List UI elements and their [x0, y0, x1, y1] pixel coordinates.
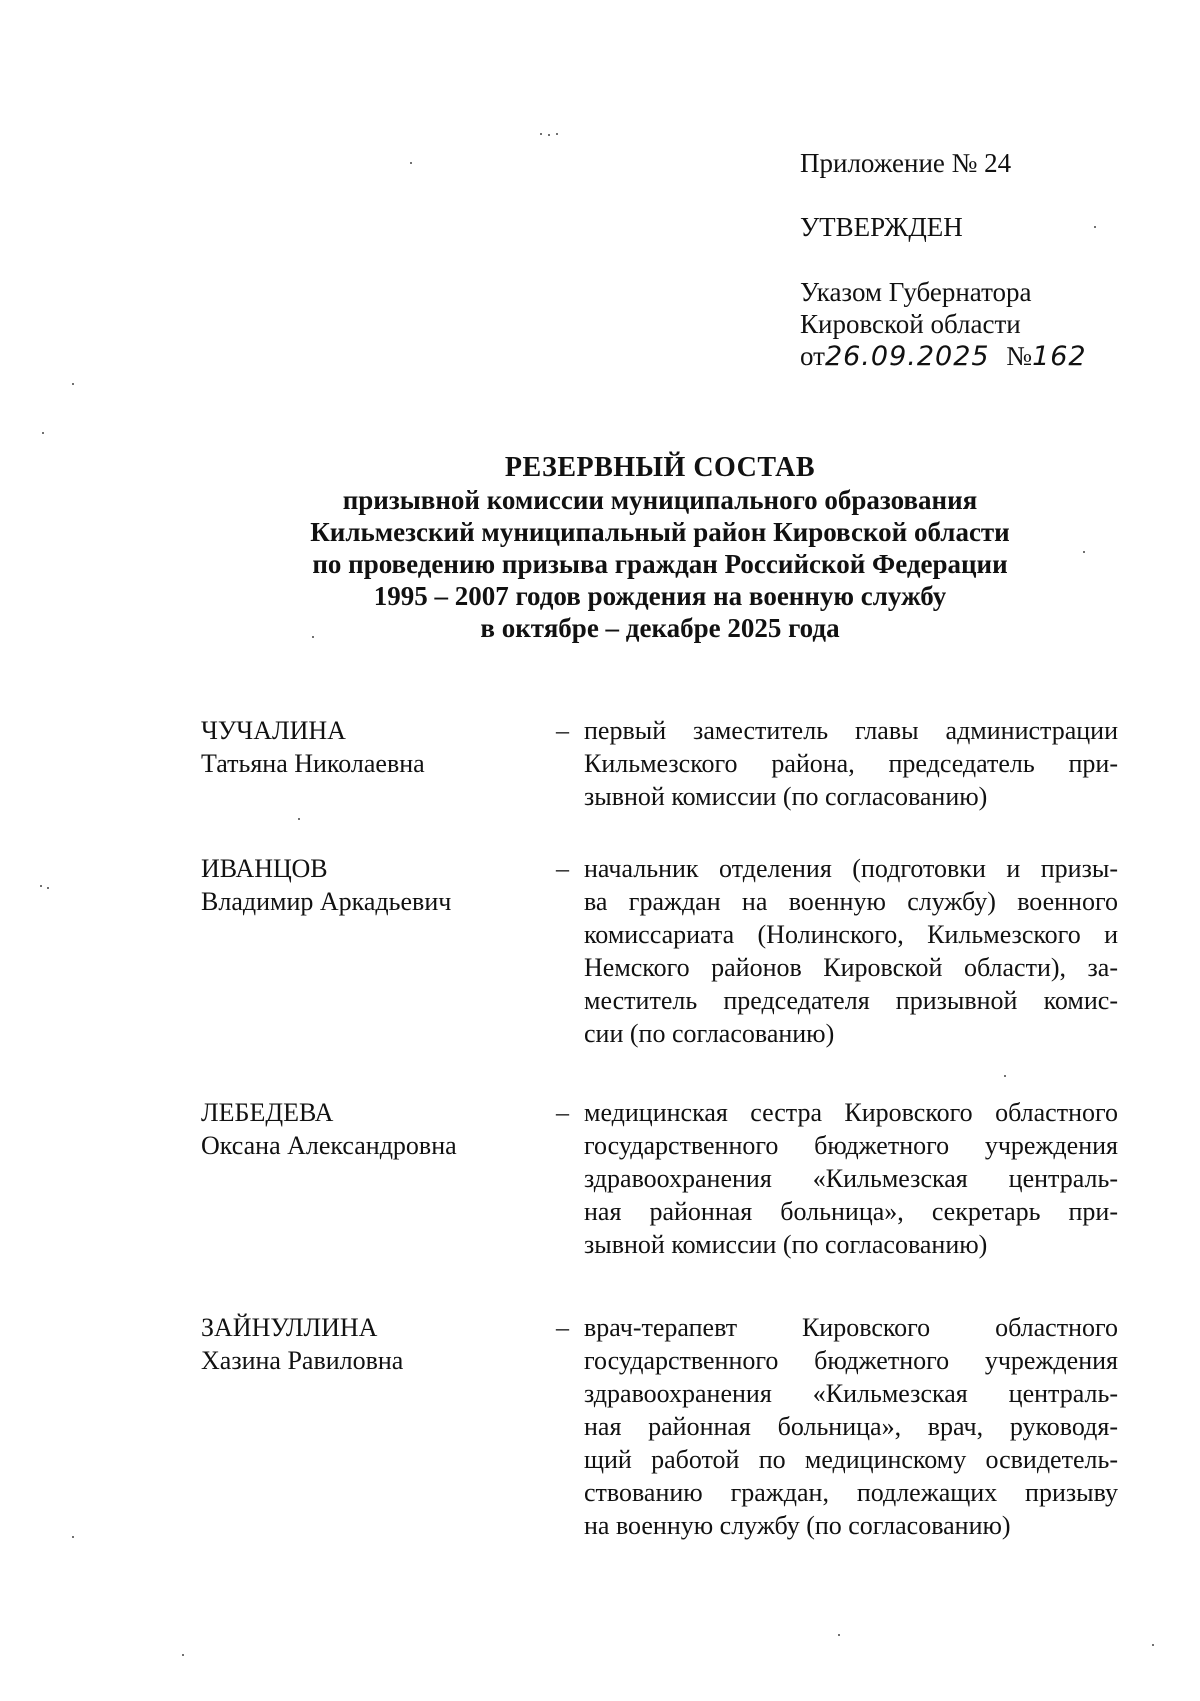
- role-line: Кильмезского района, председатель при-: [584, 749, 1118, 778]
- scan-speck: [298, 818, 300, 820]
- scan-speck: [1083, 551, 1085, 553]
- role-line: первый заместитель главы администрации: [584, 716, 1118, 745]
- role-line: государственного бюджетного учреждения: [584, 1131, 1118, 1160]
- member-name: [201, 1311, 531, 1377]
- scan-speck: [1152, 1644, 1154, 1646]
- member-surname: ЗАЙНУЛЛИНА: [201, 1313, 378, 1342]
- role-line: врач-терапевт Кировского областного: [584, 1313, 1118, 1342]
- dash-separator: –: [556, 1098, 569, 1127]
- scan-speck: [556, 133, 558, 135]
- decree-from-label: от: [800, 341, 825, 371]
- member-role: [584, 1096, 1118, 1261]
- role-line: на военную службу (по согласованию): [584, 1511, 1011, 1540]
- scan-speck: [312, 636, 314, 638]
- role-line: начальник отделения (подготовки и призы-: [584, 854, 1118, 883]
- scan-speck: [540, 133, 542, 135]
- member-surname: ЧУЧАЛИНА: [201, 716, 346, 745]
- dash-separator: –: [556, 1313, 569, 1342]
- scan-speck: [548, 134, 550, 136]
- role-line: здравоохранения «Кильмезская централь-: [584, 1379, 1118, 1408]
- decree-reference: [800, 276, 1087, 373]
- member-surname: ИВАНЦОВ: [201, 854, 328, 883]
- scan-speck: [47, 887, 49, 889]
- role-line: медицинская сестра Кировского областного: [584, 1098, 1118, 1127]
- handwritten-date: 26.09.2025: [824, 341, 990, 372]
- member-surname: ЛЕБЕДЕВА: [201, 1098, 334, 1127]
- scan-speck: [1004, 1075, 1006, 1077]
- dash-separator: –: [556, 854, 569, 883]
- member-given-name: Хазина Равиловна: [201, 1346, 404, 1375]
- member-role: [584, 852, 1118, 1050]
- role-line: ствованию граждан, подлежащих призыву: [584, 1478, 1118, 1507]
- appendix-number: Приложение № 24: [800, 148, 1012, 178]
- title-line: 1995 – 2007 годов рождения на военную службу: [373, 581, 947, 611]
- scan-speck: [410, 162, 412, 164]
- scan-speck: [182, 1654, 184, 1656]
- member-name: [201, 714, 531, 780]
- document-title: [150, 452, 1170, 644]
- scan-speck: [838, 1634, 840, 1636]
- role-line: зывной комиссии (по согласованию): [584, 782, 988, 811]
- scan-speck: [72, 1536, 74, 1538]
- role-line: сии (по согласованию): [584, 1019, 835, 1048]
- role-line: меститель председателя призывной комис-: [584, 986, 1118, 1015]
- dash-separator: –: [556, 716, 569, 745]
- role-line: ная районная больница», секретарь при-: [584, 1197, 1118, 1226]
- role-line: зывной комиссии (по согласованию): [584, 1230, 988, 1259]
- handwritten-number: 162: [1032, 341, 1087, 372]
- role-line: государственного бюджетного учреждения: [584, 1346, 1118, 1375]
- role-line: ная районная больница», врач, руководя-: [584, 1412, 1118, 1441]
- decree-line-1: Указом Губернатора: [800, 277, 1032, 307]
- title-line: по проведению призыва граждан Российской Федерации: [312, 549, 1008, 579]
- member-given-name: Татьяна Николаевна: [201, 749, 425, 778]
- member-name: [201, 852, 531, 918]
- member-given-name: Владимир Аркадьевич: [201, 887, 452, 916]
- member-role: [584, 714, 1118, 813]
- scan-speck: [72, 383, 74, 385]
- role-line: здравоохранения «Кильмезская централь-: [584, 1164, 1118, 1193]
- scan-speck: [42, 432, 44, 434]
- title-line: призывной комиссии муниципального образования: [342, 485, 978, 515]
- role-line: Немского районов Кировской области), за-: [584, 953, 1118, 982]
- scan-speck: [1094, 226, 1096, 228]
- title-line: в октябре – декабре 2025 года: [480, 613, 840, 643]
- role-line: щий работой по медицинскому освидетель-: [584, 1445, 1118, 1474]
- decree-number-sign: №: [1006, 341, 1033, 371]
- member-role: [584, 1311, 1118, 1542]
- role-line: ва граждан на военную службу) военного: [584, 887, 1118, 916]
- approved-stamp-text: УТВЕРЖДЕН: [800, 212, 963, 242]
- member-given-name: Оксана Александровна: [201, 1131, 457, 1160]
- title-main: РЕЗЕРВНЫЙ СОСТАВ: [504, 452, 816, 483]
- scan-speck: [40, 885, 42, 887]
- title-line: Кильмезский муниципальный район Кировской области: [310, 517, 1010, 547]
- role-line: комиссариата (Нолинского, Кильмезского и: [584, 920, 1118, 949]
- decree-line-2: Кировской области: [800, 309, 1021, 339]
- decree-line-3: [800, 340, 1087, 373]
- member-name: [201, 1096, 531, 1162]
